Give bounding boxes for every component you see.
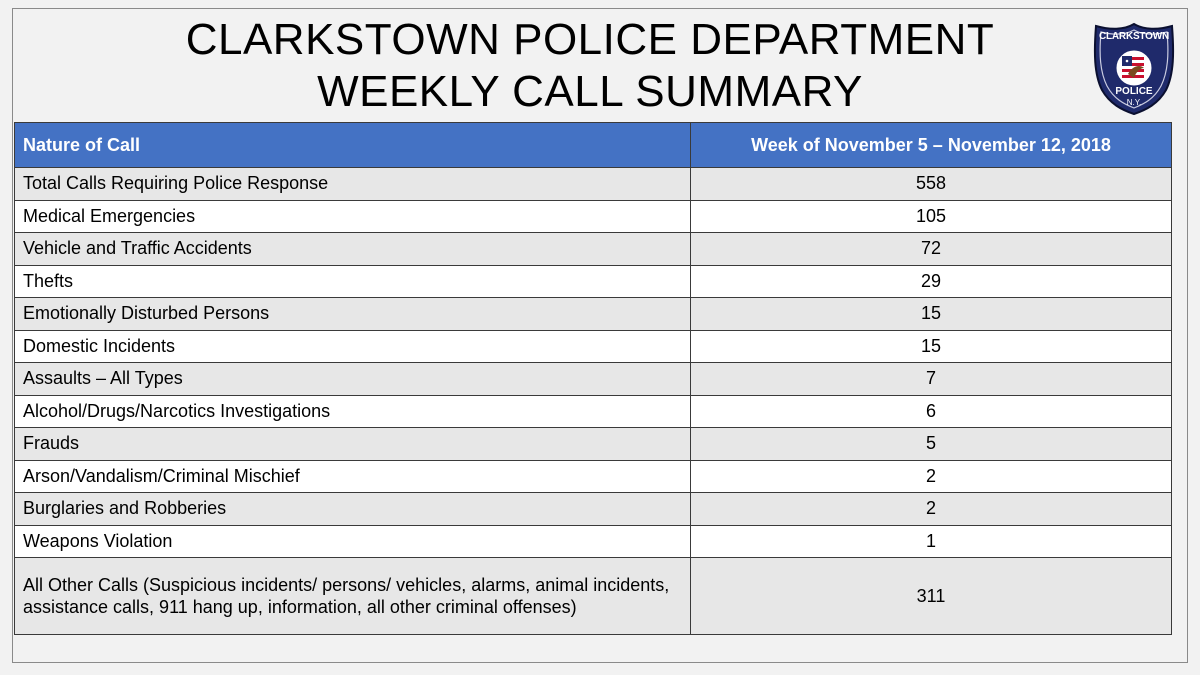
title-line-2: WEEKLY CALL SUMMARY [317, 67, 863, 116]
row-value: 105 [691, 200, 1172, 233]
table-row [15, 168, 1172, 201]
row-label: All Other Calls (Suspicious incidents/ persons/ vehicles, alarms, animal incidents, assistance calls, 911 hang up, information, all other criminal offenses) [15, 558, 691, 635]
table-row [15, 395, 1172, 428]
row-label: Burglaries and Robberies [15, 493, 691, 526]
row-value: 2 [691, 493, 1172, 526]
table-row [15, 298, 1172, 331]
badge-state-text: N.Y. [1126, 98, 1142, 107]
table-row [15, 363, 1172, 396]
row-value: 5 [691, 428, 1172, 461]
row-label: Vehicle and Traffic Accidents [15, 233, 691, 266]
row-label: Thefts [15, 265, 691, 298]
call-summary-table [14, 122, 1172, 635]
table-header-row [15, 123, 1172, 168]
row-value: 558 [691, 168, 1172, 201]
row-label: Domestic Incidents [15, 330, 691, 363]
row-value: 72 [691, 233, 1172, 266]
row-label: Arson/Vandalism/Criminal Mischief [15, 460, 691, 493]
table-row [15, 428, 1172, 461]
row-label: Alcohol/Drugs/Narcotics Investigations [15, 395, 691, 428]
row-label: Total Calls Requiring Police Response [15, 168, 691, 201]
table-row [15, 460, 1172, 493]
row-label: Assaults – All Types [15, 363, 691, 396]
header-nature-of-call: Nature of Call [15, 123, 691, 168]
row-value: 6 [691, 395, 1172, 428]
table-row [15, 200, 1172, 233]
row-label: Medical Emergencies [15, 200, 691, 233]
row-label: Frauds [15, 428, 691, 461]
title-line-1: CLARKSTOWN POLICE DEPARTMENT [185, 15, 995, 64]
row-value: 1 [691, 525, 1172, 558]
table-row [15, 330, 1172, 363]
page-title [0, 14, 1180, 118]
badge-bottom-text: POLICE [1115, 86, 1153, 97]
row-value: 15 [691, 330, 1172, 363]
row-value: 311 [691, 558, 1172, 635]
table-row [15, 265, 1172, 298]
row-value: 29 [691, 265, 1172, 298]
table-row [15, 493, 1172, 526]
table-row [15, 558, 1172, 635]
badge-top-text: CLARKSTOWN [1098, 31, 1170, 42]
row-label: Emotionally Disturbed Persons [15, 298, 691, 331]
row-value: 15 [691, 298, 1172, 331]
table-row [15, 233, 1172, 266]
header-week-range: Week of November 5 – November 12, 2018 [691, 123, 1172, 168]
row-value: 2 [691, 460, 1172, 493]
row-value: 7 [691, 363, 1172, 396]
table-row [15, 525, 1172, 558]
row-label: Weapons Violation [15, 525, 691, 558]
